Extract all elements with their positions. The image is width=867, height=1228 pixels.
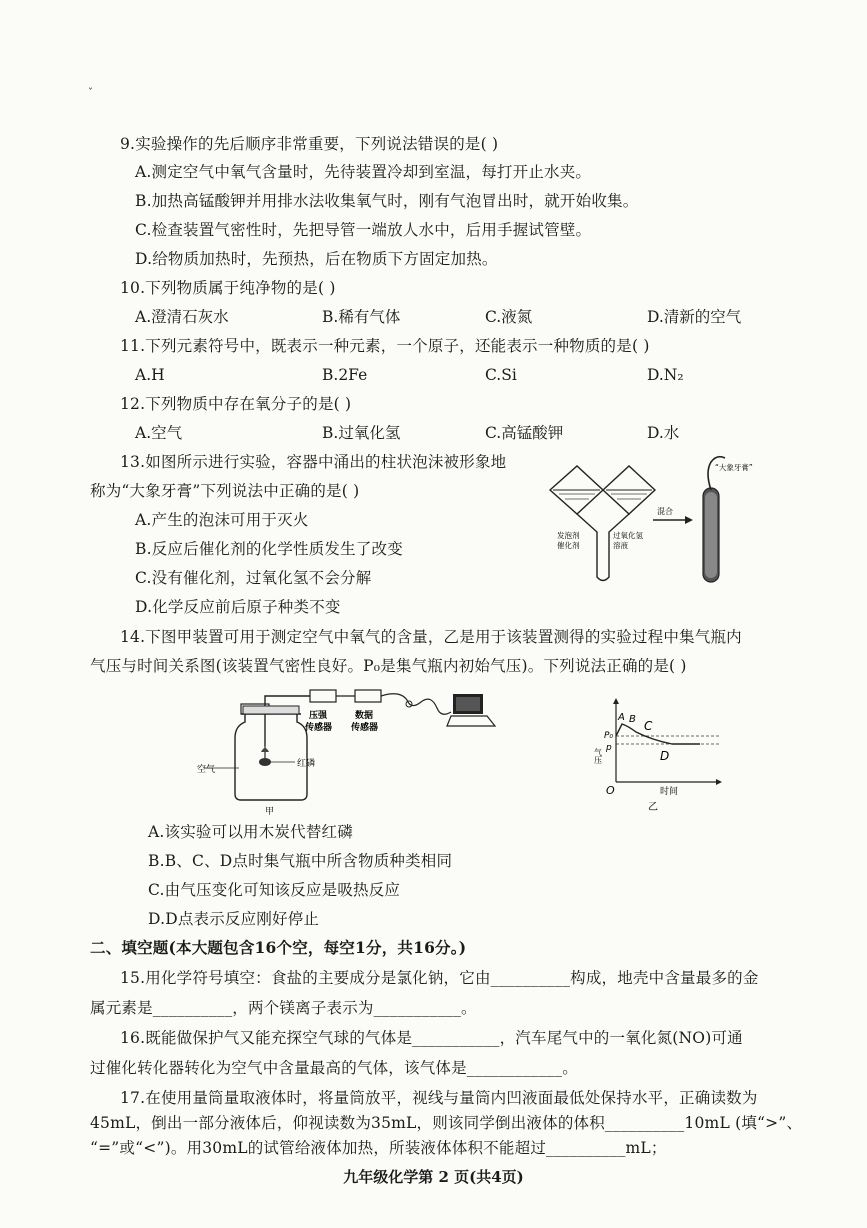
q12-stem: 12.下列物质中存在氧分子的是( ) [120,395,352,413]
apparatus-jia-figure [195,686,505,816]
q16-line1: 16.既能做保护气又能充探空气球的气体是___________，汽车尾气中的一氧化氮(NO)可通 [120,1029,743,1047]
label-p: p [606,743,612,753]
label-point-a: A [618,712,625,723]
q13-option-a: A.产生的泡沫可用于灭火 [135,511,309,529]
label-solution: 溶液 [613,541,628,550]
q9-option-a: A.测定空气中氧气含量时，先待装置冷却到室温，每打开止水夹。 [135,163,592,181]
q12-option-c: C.高锰酸钾 [485,424,564,442]
q13-option-b: B.反应后催化剂的化学性质发生了改变 [135,540,403,558]
figure-caption-yi: 乙 [648,802,658,813]
label-p0: P₀ [604,731,614,741]
q13-stem-line1: 13.如图所示进行实验，容器中涌出的柱状泡沫被形象地 [120,453,507,471]
figure-caption-jia: 甲 [265,807,275,816]
gas-bottle-icon [235,714,307,800]
q11-option-b: B.2Fe [322,366,368,384]
label-foaming-agent: 发泡剂 [557,531,580,540]
label-hydrogen-peroxide: 过氧化氢 [613,531,643,540]
origin-label: O [606,784,615,797]
label-mix: 混合 [657,507,673,516]
q10-option-d: D.清新的空气 [647,308,742,326]
label-catalyst: 催化剂 [557,541,580,550]
q10-stem: 10.下列物质属于纯净物的是( ) [120,279,336,297]
label-red-phosphorus: 红磷 [297,759,316,769]
q14-stem-line1: 14.下图甲装置可用于测定空气中氧气的含量，乙是用于该装置测得的实验过程中集气瓶内 [120,628,742,646]
label-elephant-toothpaste: “大象牙膏” [715,463,753,472]
section-fill-in-title: 二、填空题(本大题包含16个空，每空1分，共16分。) [90,938,467,957]
q10-option-c: C.液氮 [485,308,533,326]
cable-icon [381,694,451,715]
label-point-c: C [644,719,653,733]
q11-option-c: C.Si [485,366,517,384]
label-air: 空气 [197,765,216,775]
q14-stem-line2: 气压与时间关系图(该装置气密性良好。P₀是集气瓶内初始气压)。下列说法正确的是( ) [90,657,687,675]
elephant-toothpaste-figure [545,452,775,592]
x-axis-label: 时间 [660,787,679,797]
y-axis-label: 气压 [593,748,603,764]
q13-option-d: D.化学反应前后原子种类不变 [135,598,341,616]
pressure-curve [616,724,700,744]
q12-option-b: B.过氧化氢 [322,424,401,442]
q15-line1: 15.用化学符号填空：食盐的主要成分是氯化钠，它由__________构成，地壳中含量最多的金 [120,969,759,987]
page-footer: 九年级化学第 2 页(共4页) [343,1168,524,1186]
q12-option-d: D.水 [647,424,680,442]
red-phosphorus-icon [259,758,271,766]
q10-option-a: A.澄清石灰水 [135,308,229,326]
q12-option-a: A.空气 [135,424,183,442]
scan-mark: ˇ [88,88,93,99]
q9-stem: 9.实验操作的先后顺序非常重要，下列说法错误的是( ) [120,135,499,153]
label-sensor2-a: 数据 [355,711,374,721]
q15-line2: 属元素是__________，两个镁离子表示为___________。 [90,999,477,1017]
pressure-time-graph [580,696,730,816]
q9-option-b: B.加热高锰酸钾并用排水法收集氧气时，刚有气泡冒出时，就开始收集。 [135,192,639,210]
label-sensor1-b: 传感器 [305,723,333,733]
q13-stem-line2: 称为“大象牙膏”下列说法中正确的是( ) [90,482,360,500]
q13-option-c: C.没有催化剂，过氧化氢不会分解 [135,569,372,587]
q17-line2: 45mL，倒出一部分液体后，仰视读数为35mL，则该同学倒出液体的体积__________10mL (填“>”、 [90,1114,803,1132]
q11-option-d: D.N₂ [647,366,684,384]
q14-option-a: A.该实验可以用木炭代替红磷 [148,823,353,841]
label-point-b: B [629,714,636,725]
q9-option-c: C.检查装置气密性时，先把导管一端放人水中，后用手握试管壁。 [135,221,592,239]
label-sensor1-a: 压强 [309,711,328,721]
q11-stem: 11.下列元素符号中，既表示一种元素，一个原子，还能表示一种物质的是( ) [120,337,650,355]
q14-option-d: D.D点表示反应刚好停止 [148,910,320,928]
label-point-d: D [660,749,670,763]
q16-line2: 过催化转化器转化为空气中含量最高的气体，该气体是____________。 [90,1059,578,1077]
q17-line3: “=”或“<”)。用30mL的试管给液体加热，所装液体体积不能超过__________mL； [90,1139,667,1157]
q14-option-b: B.B、C、D点时集气瓶中所含物质种类相同 [148,852,453,870]
q17-line1: 17.在使用量筒量取液体时，将量筒放平，视线与量筒内凹液面最低处保持水平，正确读数为 [120,1089,758,1107]
q11-option-a: A.H [135,366,165,384]
label-sensor2-b: 传感器 [351,723,379,733]
q14-option-c: C.由气压变化可知该反应是吸热反应 [148,881,401,899]
foam-column-icon [708,457,725,490]
q10-option-b: B.稀有气体 [322,308,401,326]
q9-option-d: D.给物质加热时，先预热，后在物质下方固定加热。 [135,250,498,268]
data-sensor-icon [355,690,381,702]
pressure-sensor-icon [310,690,336,702]
